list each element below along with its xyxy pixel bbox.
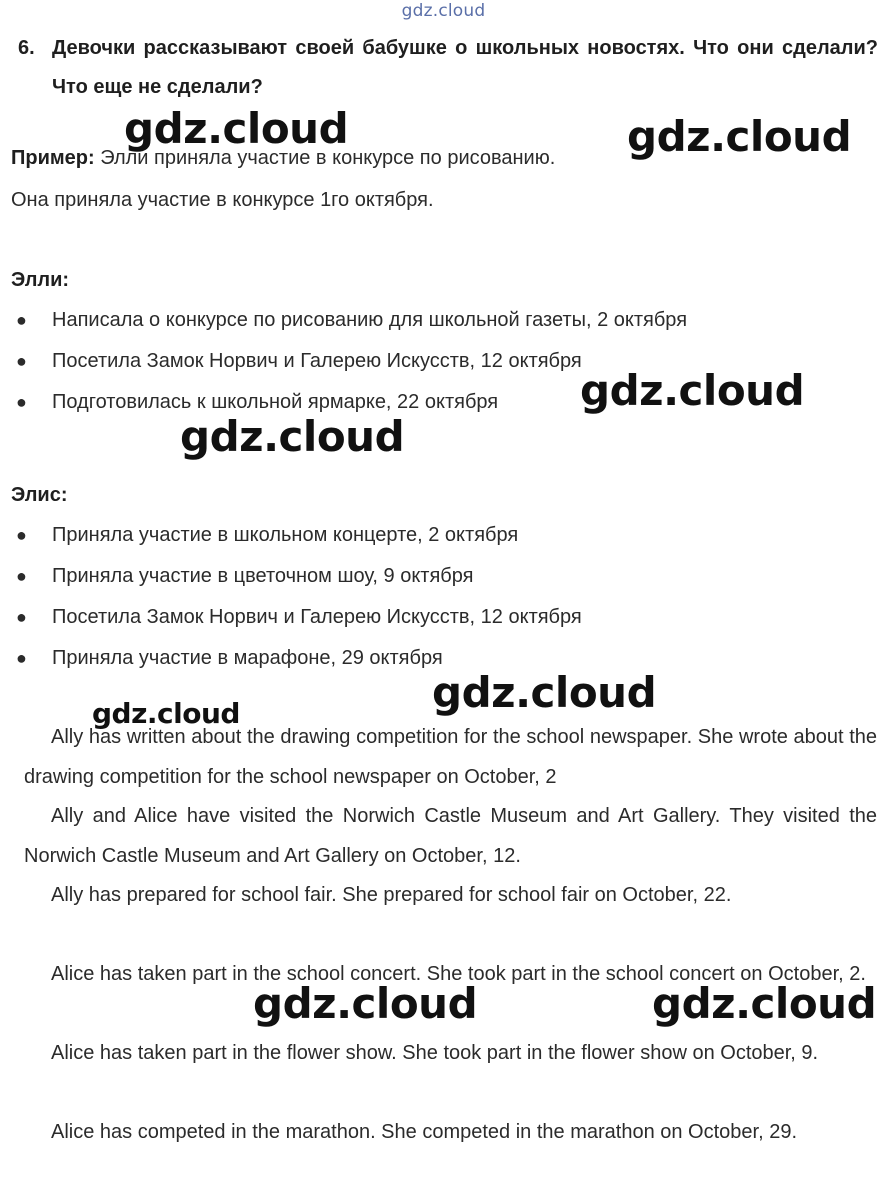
watermark-text: gdz.cloud <box>627 112 852 161</box>
answer-paragraph: Ally has written about the drawing competition for the school newspaper. She wrote about the drawing competition for the school newspaper on October, 2 <box>24 726 877 788</box>
bullet-icon: ● <box>16 310 27 330</box>
watermark-text: gdz.cloud <box>180 412 405 461</box>
alice-item <box>16 524 518 547</box>
ellie-heading: Элли: <box>11 269 70 291</box>
answer-paragraph: Alice has taken part in the flower show. She took part in the flower show on October, 9. <box>51 1042 819 1064</box>
bullet-icon: ● <box>16 648 27 668</box>
alice-item-text: Приняла участие в школьном концерте, 2 октября <box>52 524 519 546</box>
watermark-text: gdz.cloud <box>652 979 877 1028</box>
bullet-icon: ● <box>16 607 27 627</box>
ellie-item-text: Написала о конкурсе по рисованию для школьной газеты, 2 октября <box>52 309 688 331</box>
bullet-icon: ● <box>16 392 27 412</box>
answer-paragraph: Ally has prepared for school fair. She prepared for school fair on October, 22. <box>51 884 732 906</box>
top-watermark: gdz.cloud <box>401 1 486 21</box>
example-text: Элли приняла участие в конкурсе по рисованию. <box>94 147 556 169</box>
watermark-text: gdz.cloud <box>124 104 349 153</box>
example-line-2: Она приняла участие в конкурсе 1го октября. <box>11 189 434 211</box>
ellie-item <box>16 350 582 373</box>
ellie-item <box>16 391 498 414</box>
task-text: Девочки рассказывают своей бабушке о школьных новостях. Что они сделали? Что еще не сделали? <box>52 37 878 98</box>
answer-paragraph: Alice has competed in the marathon. She competed in the marathon on October, 29. <box>51 1121 798 1143</box>
bullet-icon: ● <box>16 351 27 371</box>
bullet-icon: ● <box>16 566 27 586</box>
alice-item <box>16 606 582 629</box>
ellie-item-text: Посетила Замок Норвич и Галерею Искусств, 12 октября <box>52 350 582 372</box>
alice-item-text: Приняла участие в цветочном шоу, 9 октября <box>52 565 474 587</box>
bullet-icon: ● <box>16 525 27 545</box>
ellie-item <box>16 309 687 332</box>
task-number: 6. <box>18 37 35 59</box>
watermark-text: gdz.cloud <box>92 697 240 730</box>
alice-item <box>16 647 443 670</box>
example-label: Пример: <box>11 147 95 169</box>
ellie-item-text: Подготовилась к школьной ярмарке, 22 октября <box>52 391 499 413</box>
alice-heading: Элис: <box>11 484 68 506</box>
watermark-text: gdz.cloud <box>253 979 478 1028</box>
watermark-text: gdz.cloud <box>580 366 805 415</box>
task-heading <box>18 29 878 107</box>
answer-paragraph: Ally and Alice have visited the Norwich Castle Museum and Art Gallery. They visited the Norwich Castle Museum and Art Gallery on October, 12. <box>24 805 877 867</box>
alice-item-text: Приняла участие в марафоне, 29 октября <box>52 647 443 669</box>
alice-item-text: Посетила Замок Норвич и Галерею Искусств, 12 октября <box>52 606 582 628</box>
answer-paragraph: Alice has taken part in the school concert. She took part in the school concert on October, 2. <box>51 963 866 985</box>
alice-item <box>16 565 473 588</box>
watermark-text: gdz.cloud <box>432 668 657 717</box>
